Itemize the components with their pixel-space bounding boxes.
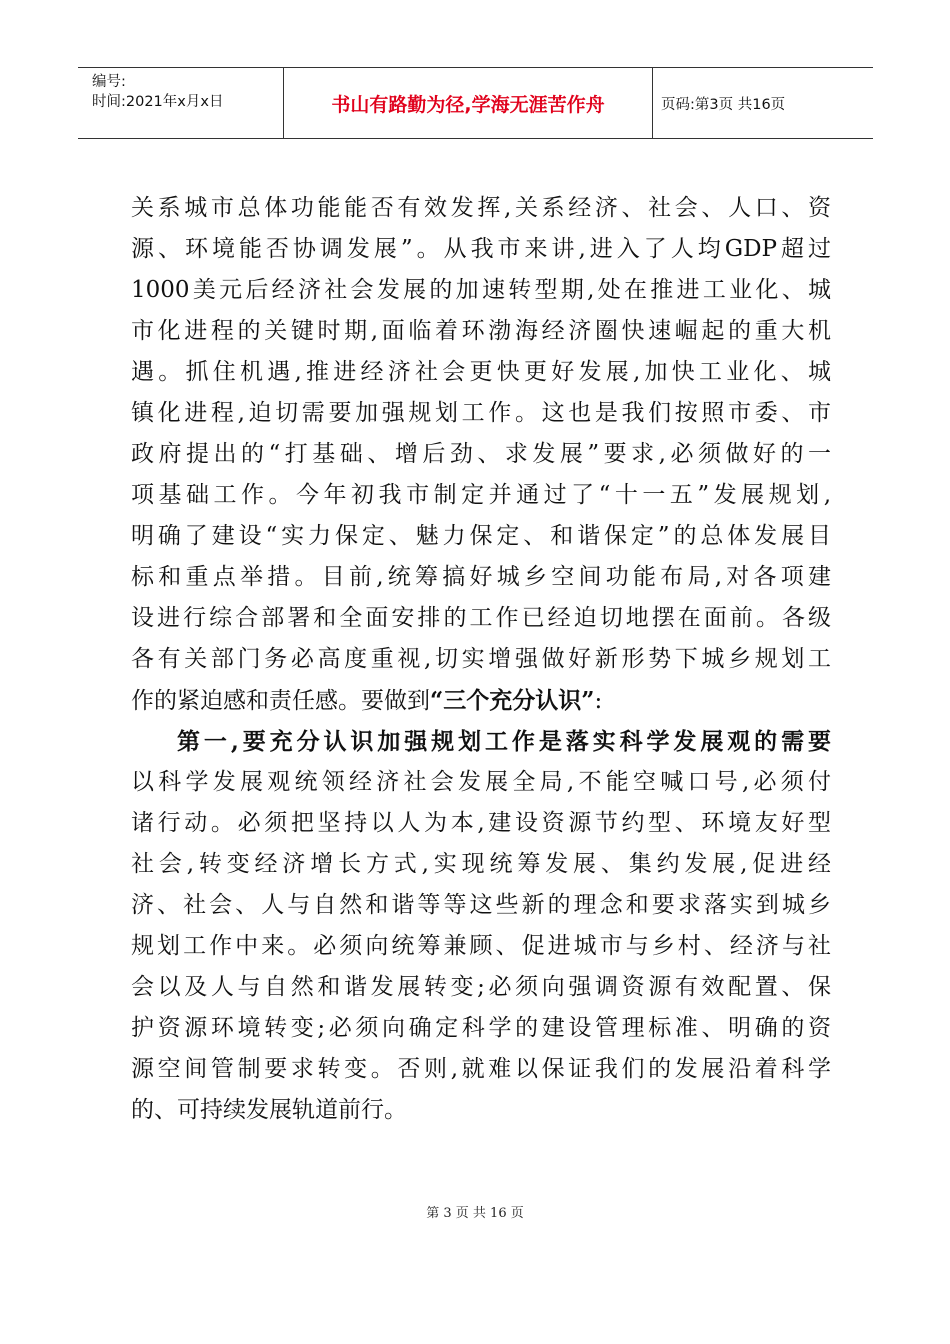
text-line: 项基础工作。今年初我市制定并通过了“十一五”发展规划, <box>131 482 831 508</box>
section-heading: 第一,要充分认识加强规划工作是落实科学发展观的需要 <box>177 728 831 755</box>
text-line: 护资源环境转变;必须向确定科学的建设管理标准、明确的资 <box>131 1015 831 1041</box>
text-line: 明确了建设“实力保定、魅力保定、和谐保定”的总体发展目 <box>131 523 831 549</box>
paragraph-2 <box>131 721 831 1131</box>
page-header <box>78 67 873 139</box>
text-line: 以科学发展观统领经济社会发展全局,不能空喊口号,必须付 <box>131 769 831 795</box>
page-footer: 第 3 页 共 16 页 <box>426 1206 524 1221</box>
text-line: 会以及人与自然和谐发展转变;必须向强调资源有效配置、保 <box>131 974 831 1000</box>
document-body <box>131 188 831 1131</box>
text-line: 标和重点举措。目前,统筹搞好城乡空间功能布局,对各项建 <box>131 564 831 590</box>
text-segment: 作的紧迫感和责任感。要做到 <box>131 688 430 714</box>
text-line: 市化进程的关键时期,面临着环渤海经济圈快速崛起的重大机 <box>131 318 831 344</box>
text-line: 诸行动。必须把坚持以人为本,建设资源节约型、环境友好型 <box>131 810 831 836</box>
text-line: 1000美元后经济社会发展的加速转型期,处在推进工业化、城 <box>131 277 831 303</box>
text-line: 遇。抓住机遇,推进经济社会更快更好发展,加快工业化、城 <box>131 359 831 385</box>
text-line: 关系城市总体功能能否有效发挥,关系经济、社会、人口、资 <box>131 195 831 221</box>
text-line: 政府提出的“打基础、增后劲、求发展”要求,必须做好的一 <box>131 441 831 467</box>
text-line <box>131 680 831 721</box>
paragraph-1 <box>131 188 831 721</box>
text-line: 镇化进程,迫切需要加强规划工作。这也是我们按照市委、市 <box>131 400 831 426</box>
text-line: 规划工作中来。必须向统筹兼顾、促进城市与乡村、经济与社 <box>131 933 831 959</box>
header-page-code: 页码:第3页 共16页 <box>661 96 786 113</box>
header-meta <box>78 68 283 138</box>
document-time-label: 时间:2021年x月x日 <box>92 94 224 110</box>
text-line: 济、社会、人与自然和谐等等这些新的理念和要求落实到城乡 <box>131 892 831 918</box>
text-line: 社会,转变经济增长方式,实现统筹发展、集约发展,促进经 <box>131 851 831 877</box>
text-line: 源空间管制要求转变。否则,就难以保证我们的发展沿着科学 <box>131 1056 831 1082</box>
text-line: 各有关部门务必高度重视,切实增强做好新形势下城乡规划工 <box>131 646 831 672</box>
emphasis-three-understandings: “三个充分认识” <box>430 687 595 714</box>
header-motto: 书山有路勤为径,学海无涯苦作舟 <box>283 68 653 138</box>
text-line: 的、可持续发展轨道前行。 <box>131 1097 407 1123</box>
text-segment: : <box>594 688 603 714</box>
document-number-label: 编号: <box>92 74 126 90</box>
text-line: 设进行综合部署和全面安排的工作已经迫切地摆在面前。各级 <box>131 605 831 631</box>
text-line: 源、环境能否协调发展”。从我市来讲,进入了人均GDP超过 <box>131 236 831 262</box>
